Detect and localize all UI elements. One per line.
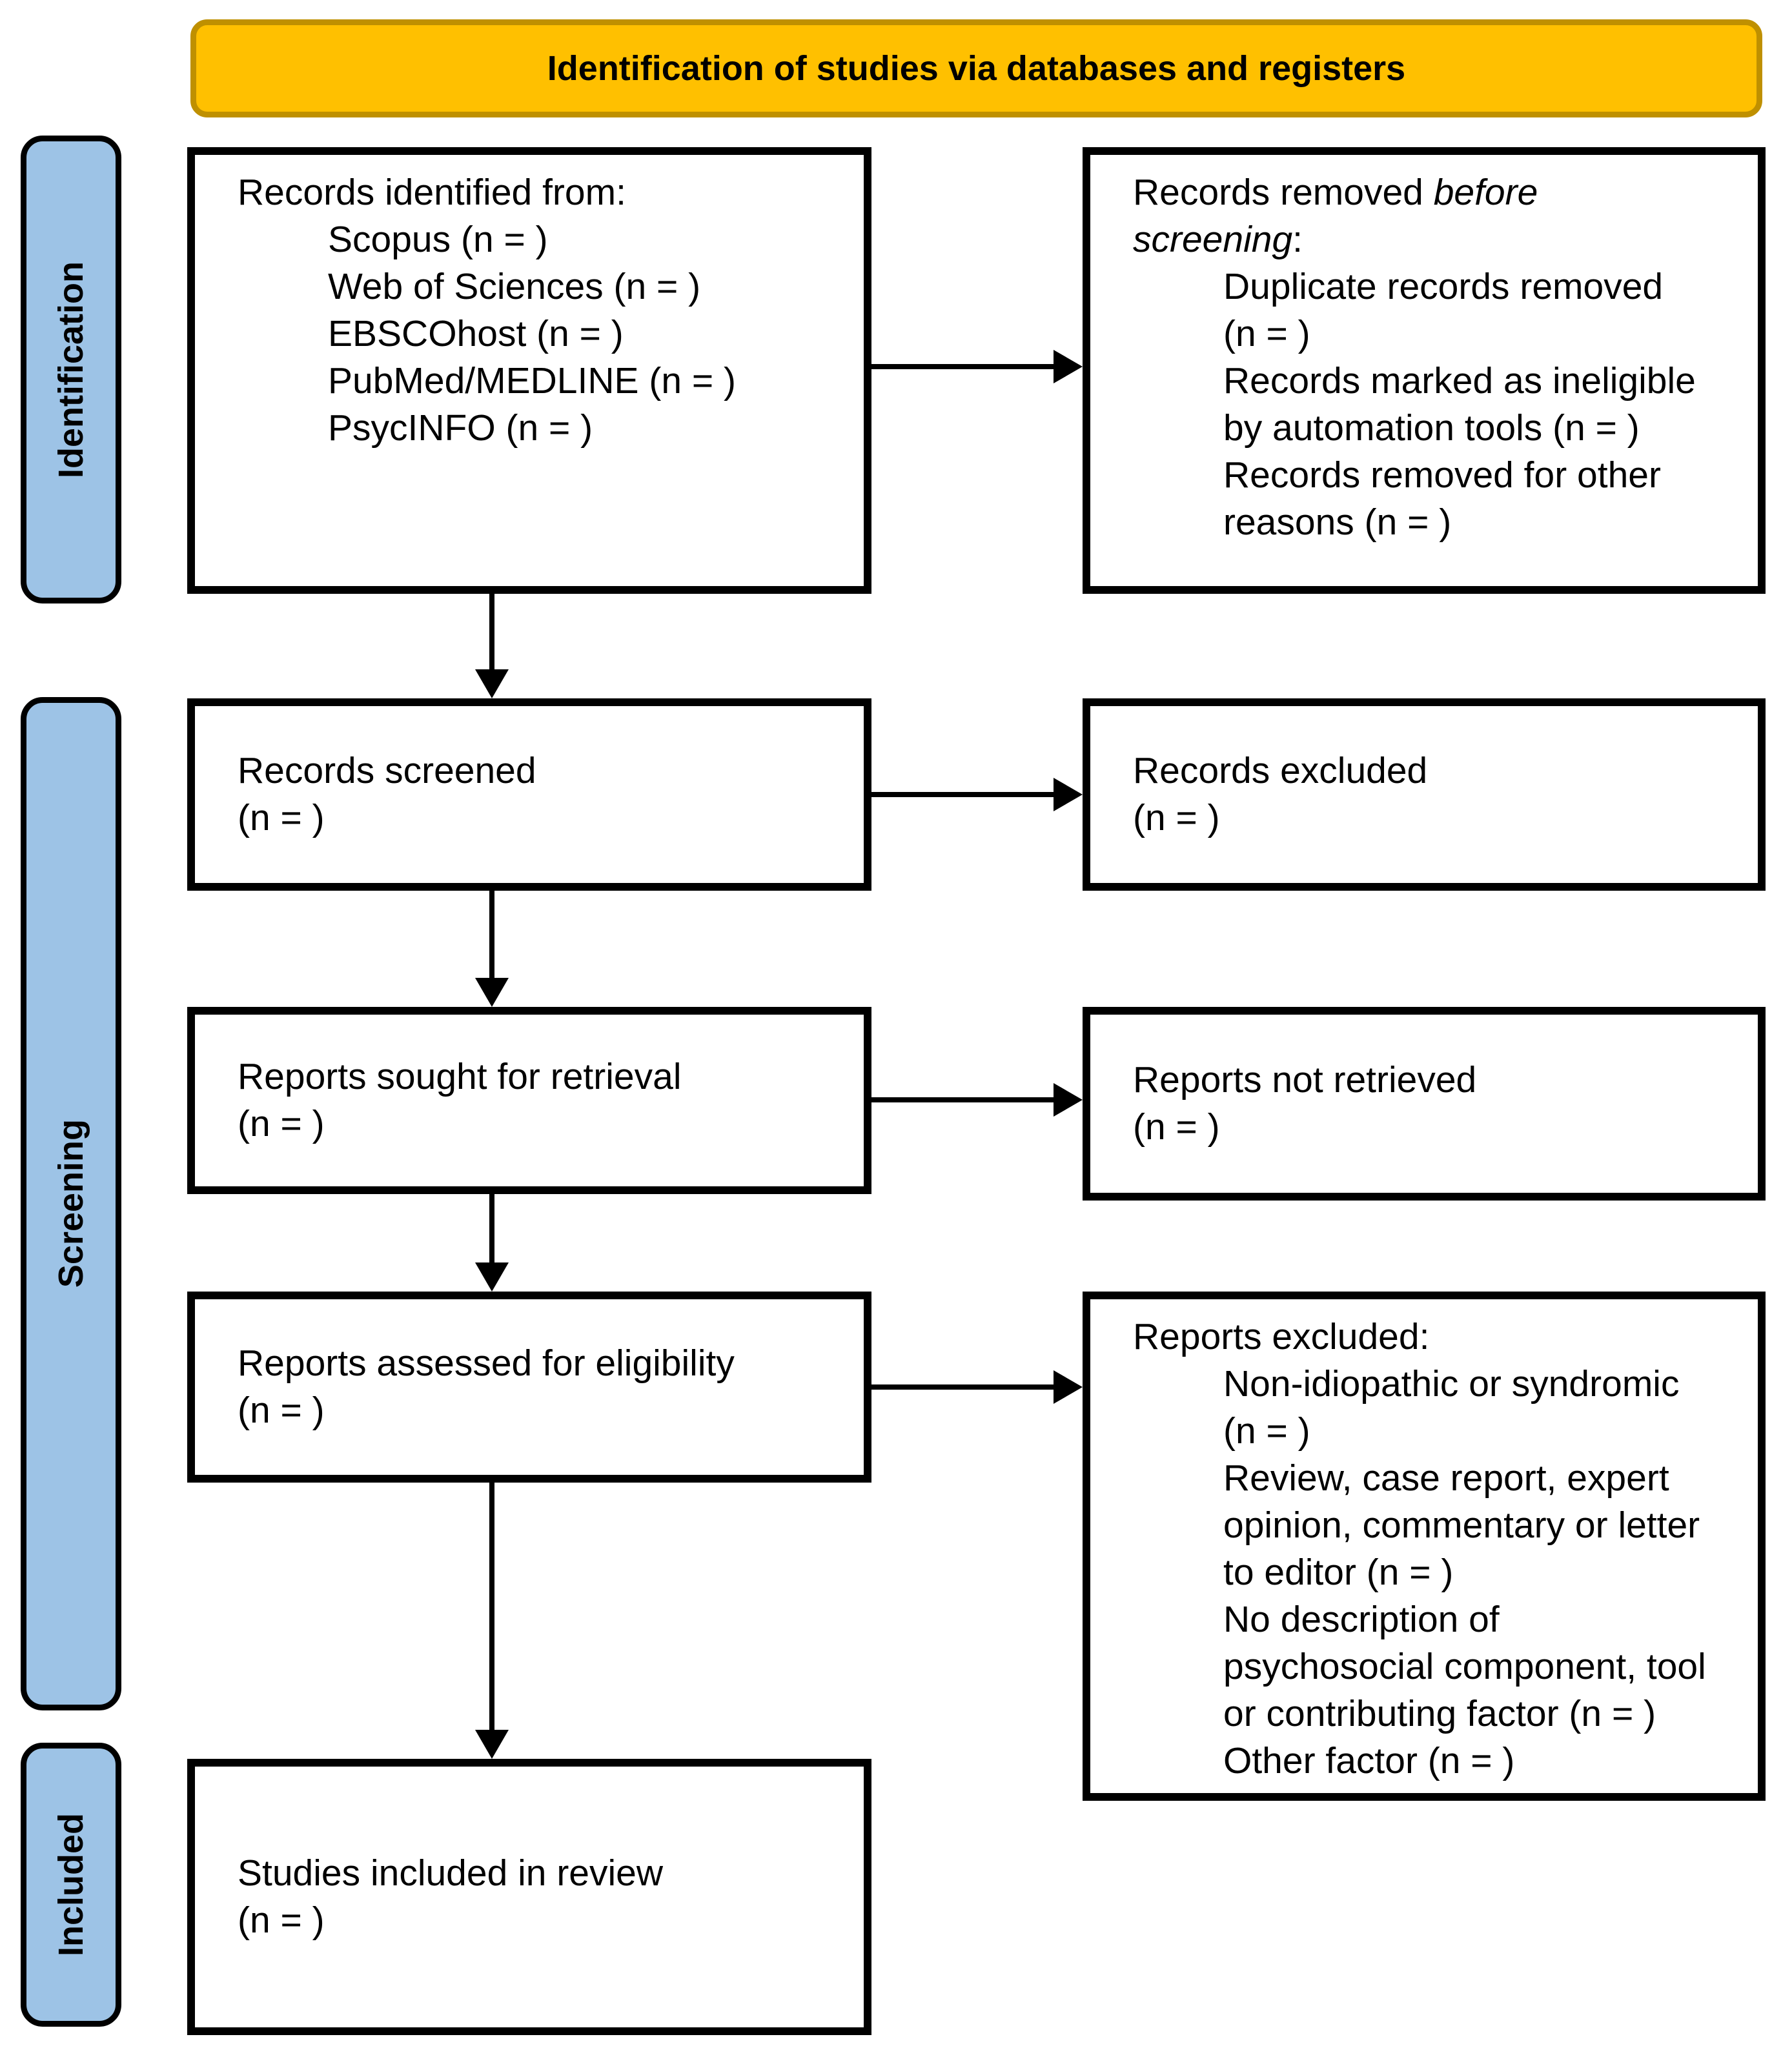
box-line — [238, 1387, 846, 1434]
box-records-identified — [187, 147, 871, 594]
box-line-text: Records identified from: — [238, 172, 626, 213]
arrow-down-icon — [475, 1262, 509, 1292]
box-line-text: to editor (n = ) — [1223, 1552, 1454, 1593]
box-reports-not-retrieved — [1083, 1007, 1766, 1201]
arrow-sought-to-assessed — [475, 1194, 509, 1292]
arrow-stem — [489, 1194, 494, 1262]
box-line-text: (n = ) — [238, 1103, 325, 1144]
box-line-text: Other factor (n = ) — [1223, 1740, 1515, 1781]
box-line-text: Non-idiopathic or syndromic — [1223, 1363, 1680, 1404]
box-line-text: Reports sought for retrieval — [238, 1056, 682, 1097]
box-studies-included-in-review — [187, 1759, 871, 2035]
box-line-text: (n = ) — [1133, 1106, 1220, 1148]
box-line-text: Reports excluded: — [1133, 1316, 1430, 1357]
box-line — [1133, 263, 1740, 310]
box-line-text: Records removed for other — [1223, 454, 1661, 496]
arrow-stem — [489, 891, 494, 978]
arrow-right-icon — [1054, 350, 1083, 383]
box-line-text: psychosocial component, tool — [1223, 1646, 1706, 1687]
box-line-text: (n = ) — [238, 1390, 325, 1431]
box-line — [238, 1100, 846, 1148]
box-line-text: (n = ) — [238, 1900, 325, 1941]
box-line — [238, 1340, 846, 1387]
box-line — [1133, 405, 1740, 452]
box-line — [1133, 1057, 1740, 1104]
arrow-screened-to-excluded — [871, 778, 1083, 811]
box-line — [1133, 795, 1740, 842]
box-line — [1133, 1549, 1740, 1596]
arrow-identified-to-screened — [475, 594, 509, 698]
box-line-text: : — [1292, 219, 1303, 260]
box-records-excluded — [1083, 698, 1766, 891]
box-records-removed-before-screening — [1083, 147, 1766, 594]
box-line — [1133, 1455, 1740, 1502]
box-line-text: (n = ) — [1133, 797, 1220, 838]
box-line — [238, 1053, 846, 1100]
box-line-text: (n = ) — [1223, 313, 1310, 354]
box-line-text: Web of Sciences (n = ) — [328, 266, 701, 307]
box-line — [1133, 358, 1740, 405]
box-line-text: Records screened — [238, 750, 536, 791]
box-reports-sought-for-retrieval — [187, 1007, 871, 1194]
arrow-down-icon — [475, 1730, 509, 1759]
box-line — [238, 169, 846, 216]
arrow-down-icon — [475, 669, 509, 698]
arrow-stem — [871, 792, 1054, 797]
box-line-text: or contributing factor (n = ) — [1223, 1693, 1656, 1734]
box-records-screened — [187, 698, 871, 891]
arrow-assessed-to-included — [475, 1483, 509, 1759]
box-line-text: (n = ) — [238, 797, 325, 838]
box-line — [238, 310, 846, 358]
box-line-text: EBSCOhost (n = ) — [328, 313, 624, 354]
box-line-text: Records marked as ineligible — [1223, 360, 1696, 401]
box-line — [1133, 1690, 1740, 1738]
box-line-text: Duplicate records removed — [1223, 266, 1664, 307]
arrow-stem — [489, 1483, 494, 1730]
arrow-sought-to-not-retrieved — [871, 1083, 1083, 1117]
box-line-text: by automation tools (n = ) — [1223, 407, 1640, 449]
box-line — [1133, 1104, 1740, 1151]
arrow-stem — [871, 1384, 1054, 1390]
arrow-stem — [871, 1097, 1054, 1102]
stage-included-label: Included — [52, 1812, 90, 1956]
box-line — [1133, 216, 1740, 263]
box-line — [1133, 1596, 1740, 1643]
box-line-text: (n = ) — [1223, 1410, 1310, 1452]
arrow-right-icon — [1054, 1370, 1083, 1404]
box-line — [238, 1850, 846, 1897]
box-line-text: Reports not retrieved — [1133, 1059, 1477, 1100]
box-line-text: Reports assessed for eligibility — [238, 1343, 735, 1384]
arrow-stem — [871, 364, 1054, 369]
box-line — [238, 216, 846, 263]
box-line — [1133, 1408, 1740, 1455]
stage-screening — [21, 697, 121, 1710]
box-line — [1133, 1313, 1740, 1361]
box-line — [1133, 1738, 1740, 1785]
arrow-assessed-to-reports-excluded — [871, 1370, 1083, 1404]
arrow-right-icon — [1054, 778, 1083, 811]
box-line — [238, 263, 846, 310]
box-line-text: screening — [1133, 219, 1293, 260]
banner-title-text: Identification of studies via databases and registers — [547, 49, 1406, 88]
box-line — [1133, 499, 1740, 546]
box-line-text: Records excluded — [1133, 750, 1428, 791]
box-line — [238, 405, 846, 452]
box-reports-assessed-for-eligibility — [187, 1292, 871, 1483]
box-line — [1133, 747, 1740, 795]
box-line-text: No description of — [1223, 1599, 1500, 1640]
box-line — [1133, 1643, 1740, 1690]
box-line-text: opinion, commentary or letter — [1223, 1505, 1700, 1546]
box-line-text: Records removed — [1133, 172, 1434, 213]
box-line — [1133, 1361, 1740, 1408]
box-line-text: Scopus (n = ) — [328, 219, 548, 260]
box-line — [1133, 310, 1740, 358]
box-reports-excluded — [1083, 1292, 1766, 1801]
stage-identification — [21, 136, 121, 603]
arrow-stem — [489, 594, 494, 669]
box-line — [1133, 1502, 1740, 1549]
box-line — [1133, 452, 1740, 499]
stage-identification-label: Identification — [52, 261, 90, 478]
arrow-right-icon — [1054, 1083, 1083, 1117]
arrow-down-icon — [475, 978, 509, 1007]
box-line-text: PsycINFO (n = ) — [328, 407, 593, 449]
banner-title — [190, 19, 1762, 117]
arrow-identified-to-removed — [871, 350, 1083, 383]
box-line — [238, 747, 846, 795]
box-line-text: before — [1433, 172, 1538, 213]
box-line-text: Review, case report, expert — [1223, 1457, 1669, 1499]
stage-screening-label: Screening — [52, 1119, 90, 1288]
arrow-screened-to-sought — [475, 891, 509, 1007]
stage-included — [21, 1743, 121, 2027]
box-line — [238, 1897, 846, 1944]
box-line — [1133, 169, 1740, 216]
box-line-text: PubMed/MEDLINE (n = ) — [328, 360, 736, 401]
box-line — [238, 795, 846, 842]
box-line-text: reasons (n = ) — [1223, 502, 1452, 543]
box-line-text: Studies included in review — [238, 1852, 664, 1894]
box-line — [238, 358, 846, 405]
